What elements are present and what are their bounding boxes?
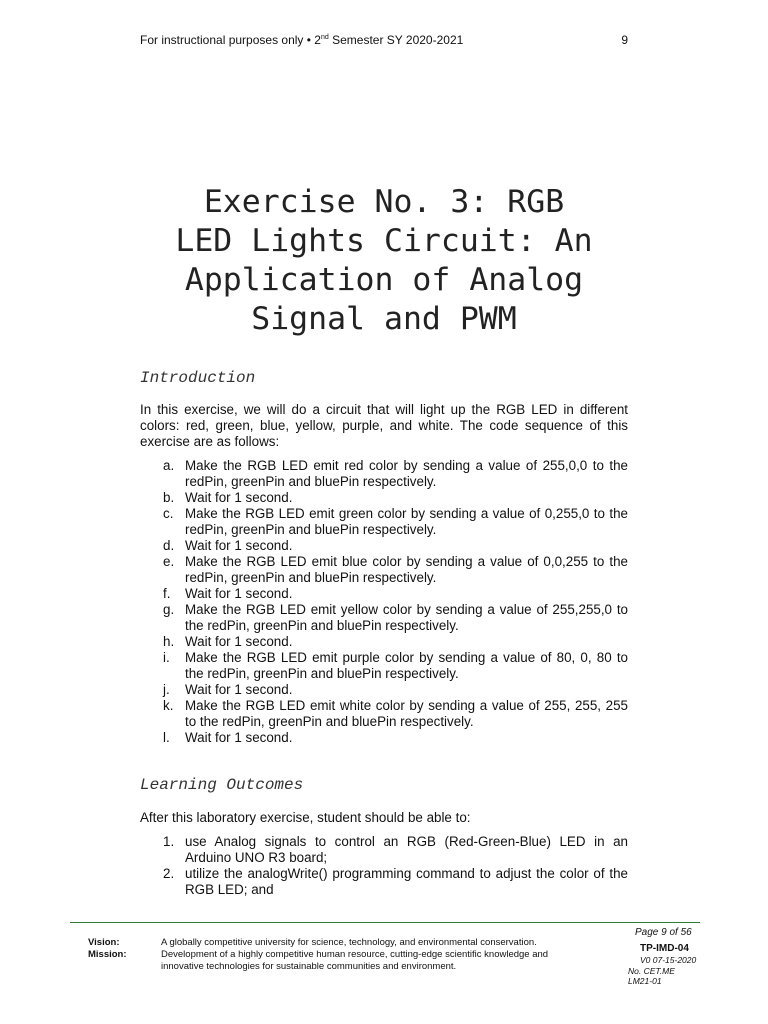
learning-outcomes-heading: Learning Outcomes bbox=[140, 776, 304, 794]
module-code: LM21-01 bbox=[628, 976, 662, 986]
document-version: V0 07-15-2020 bbox=[640, 955, 697, 965]
list-marker: k. bbox=[163, 698, 174, 713]
title-line: Application of Analog bbox=[184, 262, 584, 298]
list-marker: 2. bbox=[163, 866, 175, 881]
step-item bbox=[140, 634, 628, 650]
code-sequence-list bbox=[140, 458, 628, 746]
outcome-item bbox=[140, 866, 628, 898]
title-line: Exercise No. 3: RGB bbox=[203, 184, 565, 220]
mission-text: Development of a highly competitive human resource, cutting-edge scientific knowledge and innovative technologies for sustainable communities and environment. bbox=[161, 949, 549, 972]
list-marker: d. bbox=[163, 538, 175, 553]
step-item bbox=[140, 602, 628, 634]
footer-rule bbox=[70, 922, 700, 923]
document-code: TP-IMD-04 bbox=[640, 943, 689, 954]
list-item-text: Wait for 1 second. bbox=[185, 634, 293, 649]
step-item bbox=[140, 490, 628, 506]
vision-label: Vision: bbox=[88, 937, 120, 948]
outcome-item bbox=[140, 834, 628, 866]
list-item-text: Make the RGB LED emit purple color by sending a value of 80, 0, 80 to the redPin, greenPin and bluePin respectively. bbox=[185, 650, 628, 681]
list-item-text: Make the RGB LED emit red color by sending a value of 255,0,0 to the redPin, greenPin and bluePin respectively. bbox=[185, 458, 628, 489]
list-marker: b. bbox=[163, 490, 175, 505]
list-item-text: Make the RGB LED emit blue color by sending a value of 0,0,255 to the redPin, greenPin and bluePin respectively. bbox=[185, 554, 628, 585]
list-marker: a. bbox=[163, 458, 175, 473]
header-page-number: 9 bbox=[621, 33, 628, 47]
step-item bbox=[140, 554, 628, 586]
step-item bbox=[140, 458, 628, 490]
introduction-paragraph: In this exercise, we will do a circuit that will light up the RGB LED in different colors: red, green, blue, yellow, purple, and white. The code sequence of this exercise are as follows: bbox=[140, 402, 628, 449]
learning-outcomes-intro: After this laboratory exercise, student should be able to: bbox=[140, 810, 471, 825]
step-item bbox=[140, 506, 628, 538]
title-line: LED Lights Circuit: An bbox=[175, 223, 593, 259]
list-marker: g. bbox=[163, 602, 175, 617]
list-marker: l. bbox=[163, 730, 170, 745]
step-item bbox=[140, 682, 628, 698]
step-item bbox=[140, 538, 628, 554]
list-marker: 1. bbox=[163, 834, 175, 849]
list-item-text: Wait for 1 second. bbox=[185, 586, 293, 601]
document-number: No. CET.ME bbox=[628, 966, 675, 976]
list-item-text: Make the RGB LED emit green color by sending a value of 0,255,0 to the redPin, greenPin and bluePin respectively. bbox=[185, 506, 628, 537]
step-item bbox=[140, 650, 628, 682]
list-item-text: use Analog signals to control an RGB (Red-Green-Blue) LED in an Arduino UNO R3 board; bbox=[185, 834, 628, 865]
step-item bbox=[140, 586, 628, 602]
list-marker: h. bbox=[163, 634, 175, 649]
list-item-text: Wait for 1 second. bbox=[185, 490, 293, 505]
list-marker: e. bbox=[163, 554, 175, 569]
mission-label: Mission: bbox=[88, 949, 127, 960]
list-item-text: Wait for 1 second. bbox=[185, 682, 293, 697]
list-marker: i. bbox=[163, 650, 170, 665]
list-item-text: Wait for 1 second. bbox=[185, 538, 293, 553]
list-item-text: Make the RGB LED emit yellow color by sending a value of 255,255,0 to the redPin, greenPin and bluePin respectively. bbox=[185, 602, 628, 633]
page-info: Page 9 of 56 bbox=[635, 927, 692, 938]
list-marker: c. bbox=[163, 506, 174, 521]
list-marker: j. bbox=[163, 682, 170, 697]
exercise-title bbox=[120, 183, 648, 339]
list-marker: f. bbox=[163, 586, 171, 601]
title-line: Signal and PWM bbox=[251, 301, 517, 337]
header-course-info: For instructional purposes only • 2nd Semester SY 2020-2021 bbox=[140, 33, 464, 47]
step-item bbox=[140, 730, 628, 746]
list-item-text: utilize the analogWrite() programming command to adjust the color of the RGB LED; and bbox=[185, 866, 628, 897]
vision-text: A globally competitive university for science, technology, and environmental conservation. bbox=[161, 937, 537, 948]
list-item-text: Make the RGB LED emit white color by sending a value of 255, 255, 255 to the redPin, greenPin and bluePin respectively. bbox=[185, 698, 628, 729]
introduction-heading: Introduction bbox=[140, 369, 256, 387]
learning-outcomes-list bbox=[140, 834, 628, 898]
page-header bbox=[140, 33, 628, 47]
step-item bbox=[140, 698, 628, 730]
list-item-text: Wait for 1 second. bbox=[185, 730, 293, 745]
